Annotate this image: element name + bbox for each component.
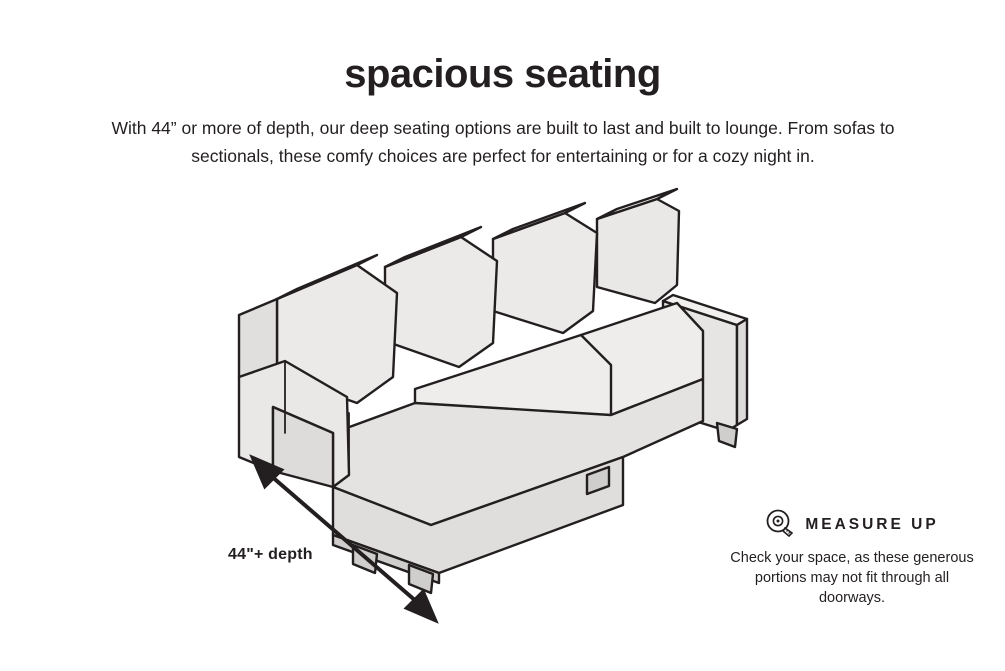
measure-up-title: MEASURE UP (805, 516, 939, 533)
measure-up-block (727, 508, 977, 608)
depth-arrow-icon (245, 450, 445, 630)
tape-measure-icon (765, 508, 795, 543)
page-title: spacious seating (344, 52, 661, 96)
measure-up-header (727, 508, 977, 542)
depth-dimension-label: 44"+ depth (228, 546, 313, 563)
measure-up-body: Check your space, as these generous portions may not fit through all doorways. (730, 550, 974, 606)
description-text: With 44” or more of depth, our deep seating options are built to last and built to lounge. From sofas to sectionals, these comfy choices are perfect for entertaining or for a cozy night in. (111, 118, 895, 166)
